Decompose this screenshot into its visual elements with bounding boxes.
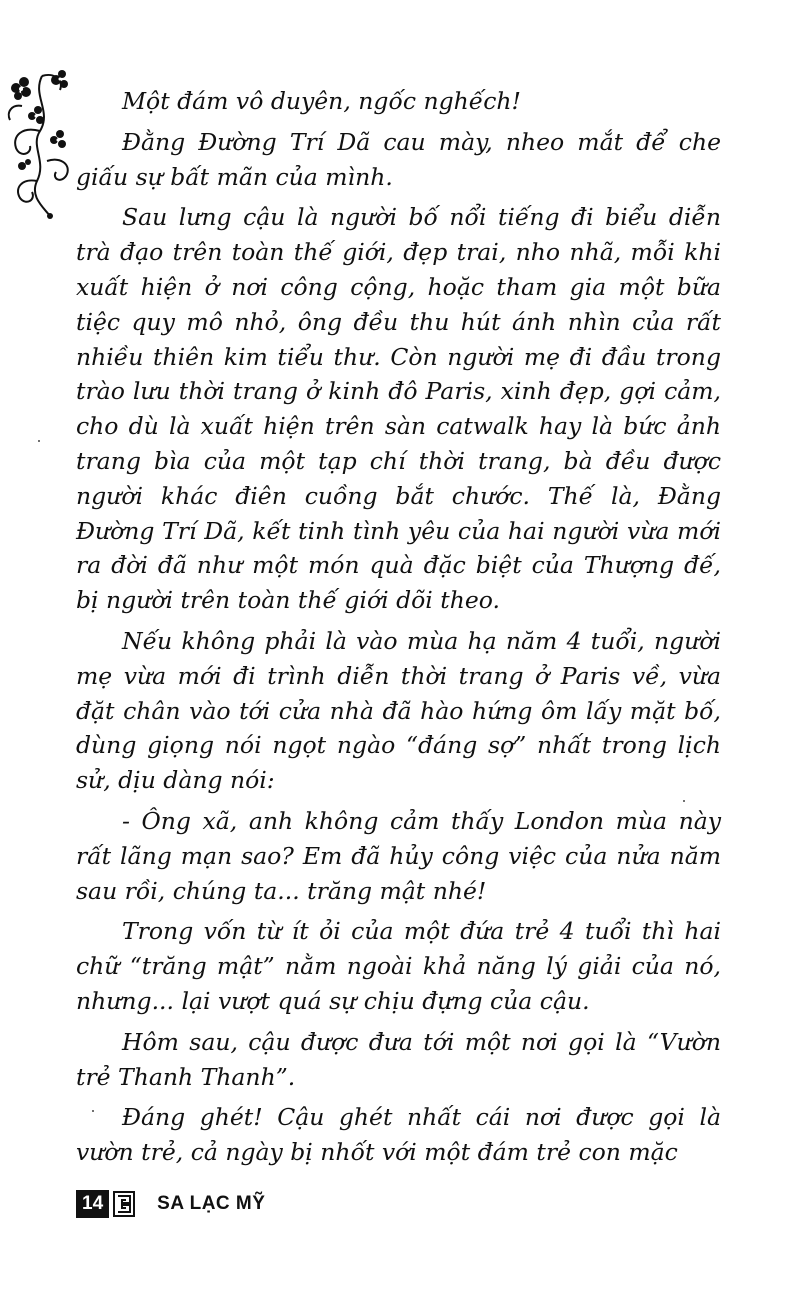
paragraph: Đáng ghét! Cậu ghét nhất cái nơi được gọi là vườn trẻ, cả ngày bị nhốt với một đám trẻ con mặc <box>76 1103 721 1167</box>
print-speck <box>38 440 40 442</box>
floral-vine-ornament-icon <box>2 66 80 226</box>
paragraph: Đằng Đường Trí Dã cau mày, nheo mắt để che giấu sự bất mãn của mình. <box>76 127 721 191</box>
book-title: SA LẠC MỸ <box>157 1193 266 1214</box>
dialog-paragraph: - Ông xã, anh không cảm thấy London mùa này rất lãng mạn sao? Em đã hủy công việc của nửa năm sau rồi, chúng ta... trăng mật nhé! <box>76 806 721 905</box>
paragraph: Nếu không phải là vào mùa hạ năm 4 tuổi, người mẹ vừa mới đi trình diễn thời trang ở Paris về, vừa đặt chân vào tới cửa nhà đã hào hứng ôm lấy mặt bố, dùng giọng nói ngọt ngào “đáng sợ” nhất trong lịch sử, dịu dàng nói: <box>76 626 721 795</box>
paragraph: Một đám vô duyên, ngốc nghếch! <box>122 87 521 115</box>
print-speck <box>92 1110 94 1112</box>
paragraph: Sau lưng cậu là người bố nổi tiếng đi biểu diễn trà đạo trên toàn thế giới, đẹp trai, nho nhã, mỗi khi xuất hiện ở nơi công cộng, hoặc tham gia một bữa tiệc quy mô nhỏ, ông đều thu hút ánh nhìn của rất nhiều thiên kim tiểu thư. Còn người mẹ đi đầu trong trào lưu thời trang ở kinh đô Paris, xinh đẹp, gợi cảm, cho dù là xuất hiện trên sàn catwalk hay là bức ảnh trang bìa của một tạp chí thời trang, bà đều được người khác điên cuồng bắt chước. Thế là, Đằng Đường Trí Dã, kết tinh tình yêu của hai người vừa mới ra đời đã như một món quà đặc biệt của Thượng đế, bị người trên toàn thế giới dõi theo. <box>76 203 721 615</box>
greek-key-icon <box>113 1191 135 1217</box>
paragraph: Hôm sau, cậu được đưa tới một nơi gọi là “Vườn trẻ Thanh Thanh”. <box>76 1027 721 1091</box>
print-speck <box>683 800 685 802</box>
page-footer <box>76 1189 265 1219</box>
body-text <box>76 84 721 1176</box>
page-number: 14 <box>76 1190 109 1218</box>
paragraph: Trong vốn từ ít ỏi của một đứa trẻ 4 tuổi thì hai chữ “trăng mật” nằm ngoài khả năng lý giải của nó, nhưng... lại vượt quá sự chịu đựng của cậu. <box>76 917 721 1015</box>
